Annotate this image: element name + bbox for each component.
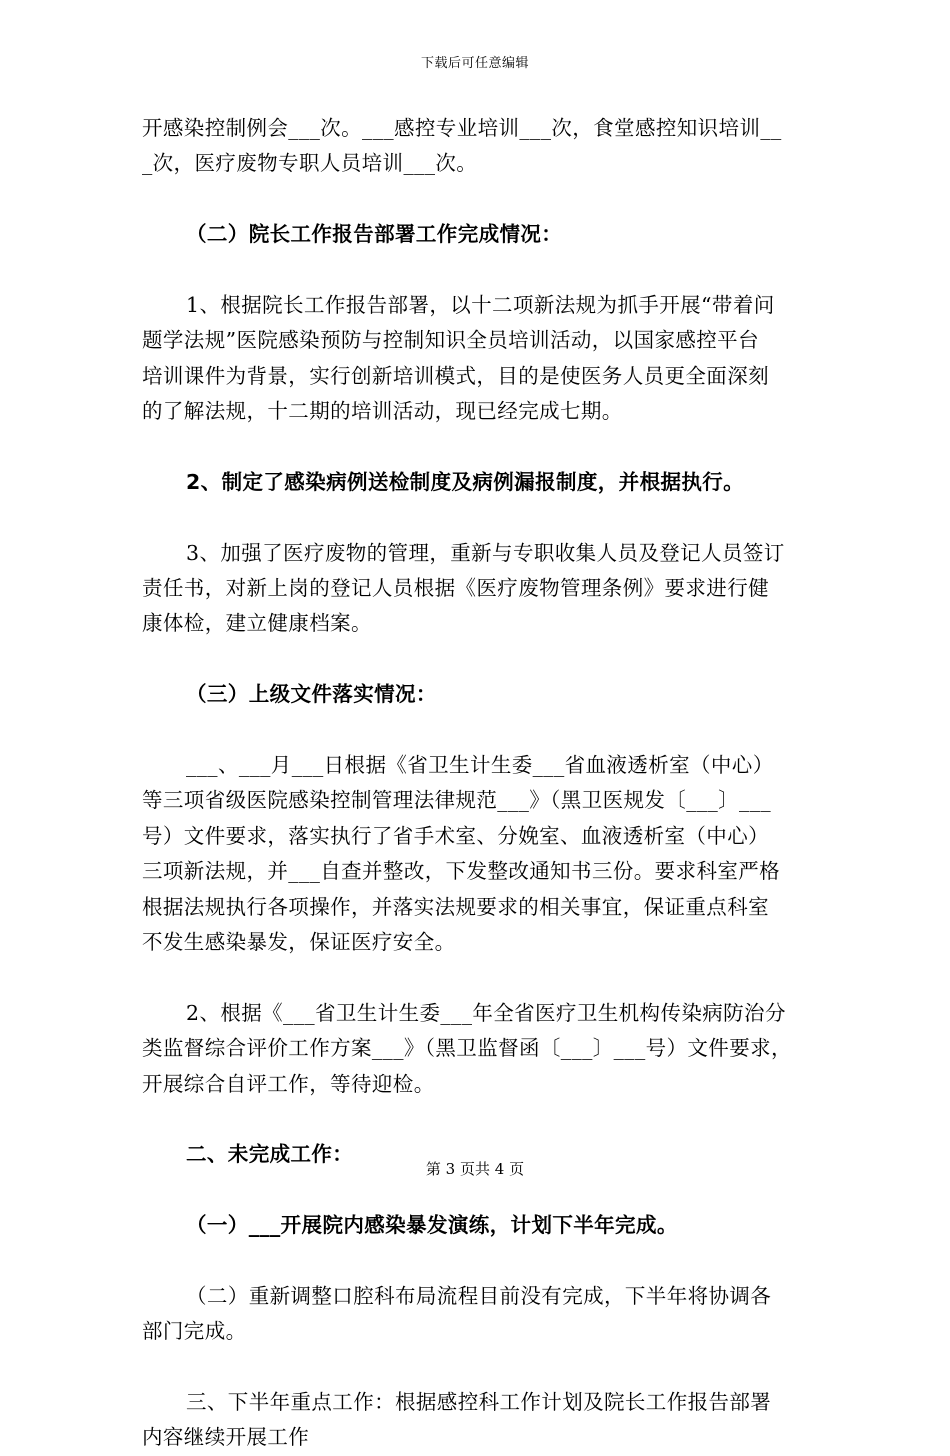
text-line: 号）文件要求，落实执行了省手术室、分娩室、血液透析室（中心）: [142, 823, 769, 848]
paragraph-unfinished-2: [142, 1279, 822, 1350]
paragraph-superior-docs-1: [142, 748, 822, 960]
paragraph-unfinished-1: [142, 1208, 822, 1243]
text-line: 1、根据院长工作报告部署，以十二项新法规为抓手开展“带着问: [186, 292, 775, 317]
paragraph-item-3: [142, 536, 822, 642]
text-line: 根据法规执行各项操作，并落实法规要求的相关事宜，保证重点科室: [142, 894, 769, 919]
text-line: 3、加强了医疗废物的管理，重新与专职收集人员及登记人员签订: [186, 540, 785, 565]
text-line: 等三项省级医院感染控制管理法律规范___》（黑卫医规发〔___〕___: [142, 788, 771, 813]
text-line: 内容继续开展工作: [142, 1425, 310, 1450]
text-line: 部门完成。: [142, 1319, 247, 1344]
text-line: （二）重新调整口腔科布局流程目前没有完成，下半年将协调各: [186, 1283, 772, 1308]
page-header: 下载后可任意编辑: [420, 56, 529, 71]
text-line: 培训课件为背景，实行创新培训模式，目的是使医务人员更全面深刻: [142, 363, 769, 388]
paragraph-second-half-plan: [142, 1385, 822, 1456]
paragraph-training-count: [142, 111, 822, 182]
text-line: 的了解法规，十二期的培训活动，现已经完成七期。: [142, 399, 623, 424]
document-body: [142, 111, 822, 1456]
text-line: 2、根据《___省卫生计生委___年全省医疗卫生机构传染病防治分: [186, 1000, 786, 1025]
text-line: （一）___开展院内感染暴发演练，计划下半年完成。: [186, 1213, 678, 1238]
text-line: 责任书，对新上岗的登记人员根据《医疗废物管理条例》要求进行健: [142, 576, 769, 601]
text-line: 康体检，建立健康档案。: [142, 611, 372, 636]
heading-text: （二）院长工作报告部署工作完成情况：: [186, 222, 563, 247]
section-heading-2: [142, 217, 822, 252]
text-line: 三、下半年重点工作：根据感控科工作计划及院长工作报告部署: [186, 1390, 772, 1415]
text-line: 开感染控制例会___次。___感控专业培训___次，食堂感控知识培训__: [142, 116, 782, 140]
heading-text: （三）上级文件落实情况：: [186, 682, 437, 707]
text-line: 2、制定了感染病例送检制度及病例漏报制度，并根据执行。: [186, 469, 745, 494]
paragraph-item-1: [142, 288, 822, 430]
text-line: 类监督综合评价工作方案___》（黑卫监督函〔___〕___号）文件要求，: [142, 1036, 792, 1061]
text-line: ___、___月___日根据《省卫生计生委___省血液透析室（中心）: [186, 753, 774, 778]
text-line: _次，医疗废物专职人员培训___次。: [142, 151, 478, 176]
heading-text: 二、未完成工作：: [186, 1142, 354, 1167]
text-line: 题学法规”医院感染预防与控制知识全员培训活动，以国家感控平台: [142, 328, 759, 353]
paragraph-superior-docs-2: [142, 996, 822, 1102]
text-line: 开展综合自评工作，等待迎检。: [142, 1071, 435, 1096]
text-line: 三项新法规，并___自查并整改，下发整改通知书三份。要求科室严格: [142, 859, 781, 884]
page-footer: 第 3 页共 4 页: [425, 1160, 525, 1178]
paragraph-item-2: [142, 465, 822, 500]
section-heading-3: [142, 677, 822, 712]
text-line: 不发生感染暴发，保证医疗安全。: [142, 929, 456, 954]
